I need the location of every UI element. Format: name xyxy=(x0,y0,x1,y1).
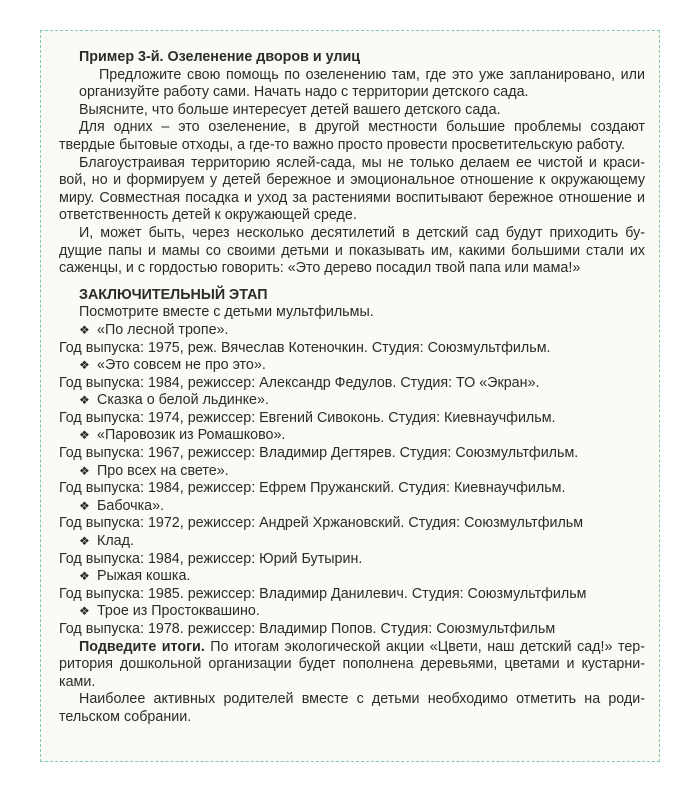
film-info: Год выпуска: 1975, реж. Вячеслав Котеночкин. Студия: Союзмультфильм. xyxy=(59,339,551,356)
diamond-bullet-icon: ❖ xyxy=(79,534,90,549)
diamond-bullet-icon: ❖ xyxy=(79,393,90,408)
diamond-bullet-icon: ❖ xyxy=(79,322,90,337)
film-item xyxy=(59,497,645,533)
film-title: Бабочка». xyxy=(97,497,165,514)
film-title: Клад. xyxy=(97,533,134,550)
results-paragraph xyxy=(59,639,645,692)
film-title: Рыжая кошка. xyxy=(97,568,191,585)
film-item xyxy=(59,357,645,392)
film-item xyxy=(59,462,645,498)
film-title: «По лесной тропе». xyxy=(97,321,229,338)
film-item xyxy=(59,321,645,357)
film-info: Год выпуска: 1974, режиссер: Евгений Сивоконь. Студия: Киевнаучфильм. xyxy=(59,409,556,426)
film-info: Год выпуска: 1967, режиссер: Владимир Дегтярев. Студия: Союзмультфильм. xyxy=(59,445,579,462)
film-title: «Паровозик из Ромашково». xyxy=(97,427,286,444)
paragraph-4: Благоустраивая территорию яслей-сада, мы не только делаем ее чистой и краси-вой, но и формируем у детей бережное и эмоциональное отношение к окружающему миру. Совместная посадка и уход за растениями воспитывают бережное отношение и ответственность детей к окружающей среде. xyxy=(59,154,645,224)
film-info: Год выпуска: 1984, режиссер: Ефрем Пружанский. Студия: Киевнаучфильм. xyxy=(59,480,566,497)
final-stage-intro: Посмотрите вместе с детьми мультфильмы. xyxy=(79,304,374,321)
film-item xyxy=(59,603,645,638)
film-item xyxy=(59,392,645,427)
example-title: Пример 3-й. Озеленение дворов и улиц xyxy=(79,49,361,65)
film-item xyxy=(59,568,645,603)
diamond-bullet-icon: ❖ xyxy=(79,463,90,478)
diamond-bullet-icon: ❖ xyxy=(79,358,90,373)
diamond-bullet-icon: ❖ xyxy=(79,428,90,443)
film-list xyxy=(59,321,645,639)
film-title: Про всех на свете». xyxy=(97,462,229,479)
film-info: Год выпуска: 1985. режиссер: Владимир Данилевич. Студия: Союзмультфильм xyxy=(59,585,587,602)
film-info: Год выпуска: 1972, режиссер: Андрей Хржановский. Студия: Союзмультфильм xyxy=(59,515,584,532)
final-stage-title: ЗАКЛЮЧИТЕЛЬНЫЙ ЭТАП xyxy=(79,286,268,303)
diamond-bullet-icon: ❖ xyxy=(79,498,90,513)
content-frame xyxy=(40,30,660,762)
film-title: Трое из Простоквашино. xyxy=(97,603,260,620)
film-title: «Это совсем не про это». xyxy=(97,357,266,374)
film-info: Год выпуска: 1978. режиссер: Владимир Попов. Студия: Союзмультфильм xyxy=(59,621,556,637)
paragraph-5: И, может быть, через несколько десятилетий в детский сад будут приходить бу-дущие папы и мамы со своими детьми и показывать им, какими большими стали их саженцы, и с гордостью говорить: «Это дерево посадил твой папа или мама!» xyxy=(59,224,645,277)
paragraph-3: Для одних – это озеленение, в другой местности большие проблемы создают твердые бытовые отходы, а где-то важно просто провести просветительскую работу. xyxy=(59,119,645,153)
diamond-bullet-icon: ❖ xyxy=(79,604,90,619)
film-info: Год выпуска: 1984, режиссер: Юрий Бутырин. xyxy=(59,550,363,567)
paragraph-1: Предложите свою помощь по озеленению там, где это уже запланировано, или организуйте работу сами. Начать надо с территории детского сада. xyxy=(79,66,645,101)
film-title: Сказка о белой льдинке». xyxy=(97,392,269,409)
film-item xyxy=(59,427,645,462)
closing-paragraph: Наиболее активных родителей вместе с детьми необходимо отметить на роди-тельском собрании. xyxy=(59,691,645,725)
document-body xyxy=(59,49,645,727)
diamond-bullet-icon: ❖ xyxy=(79,569,90,584)
film-item xyxy=(59,533,645,568)
results-text: По итогам экологической акции «Цвети, наш детский сад!» тер-ритория дошкольной организации будет пополнена деревьями, цветами и кустарни-ками. xyxy=(59,638,645,690)
film-info: Год выпуска: 1984, режиссер: Александр Федулов. Студия: ТО «Экран». xyxy=(59,374,540,391)
results-label: Подведите итоги. xyxy=(79,638,205,655)
paragraph-2: Выясните, что больше интересует детей вашего детского сада. xyxy=(79,101,501,118)
